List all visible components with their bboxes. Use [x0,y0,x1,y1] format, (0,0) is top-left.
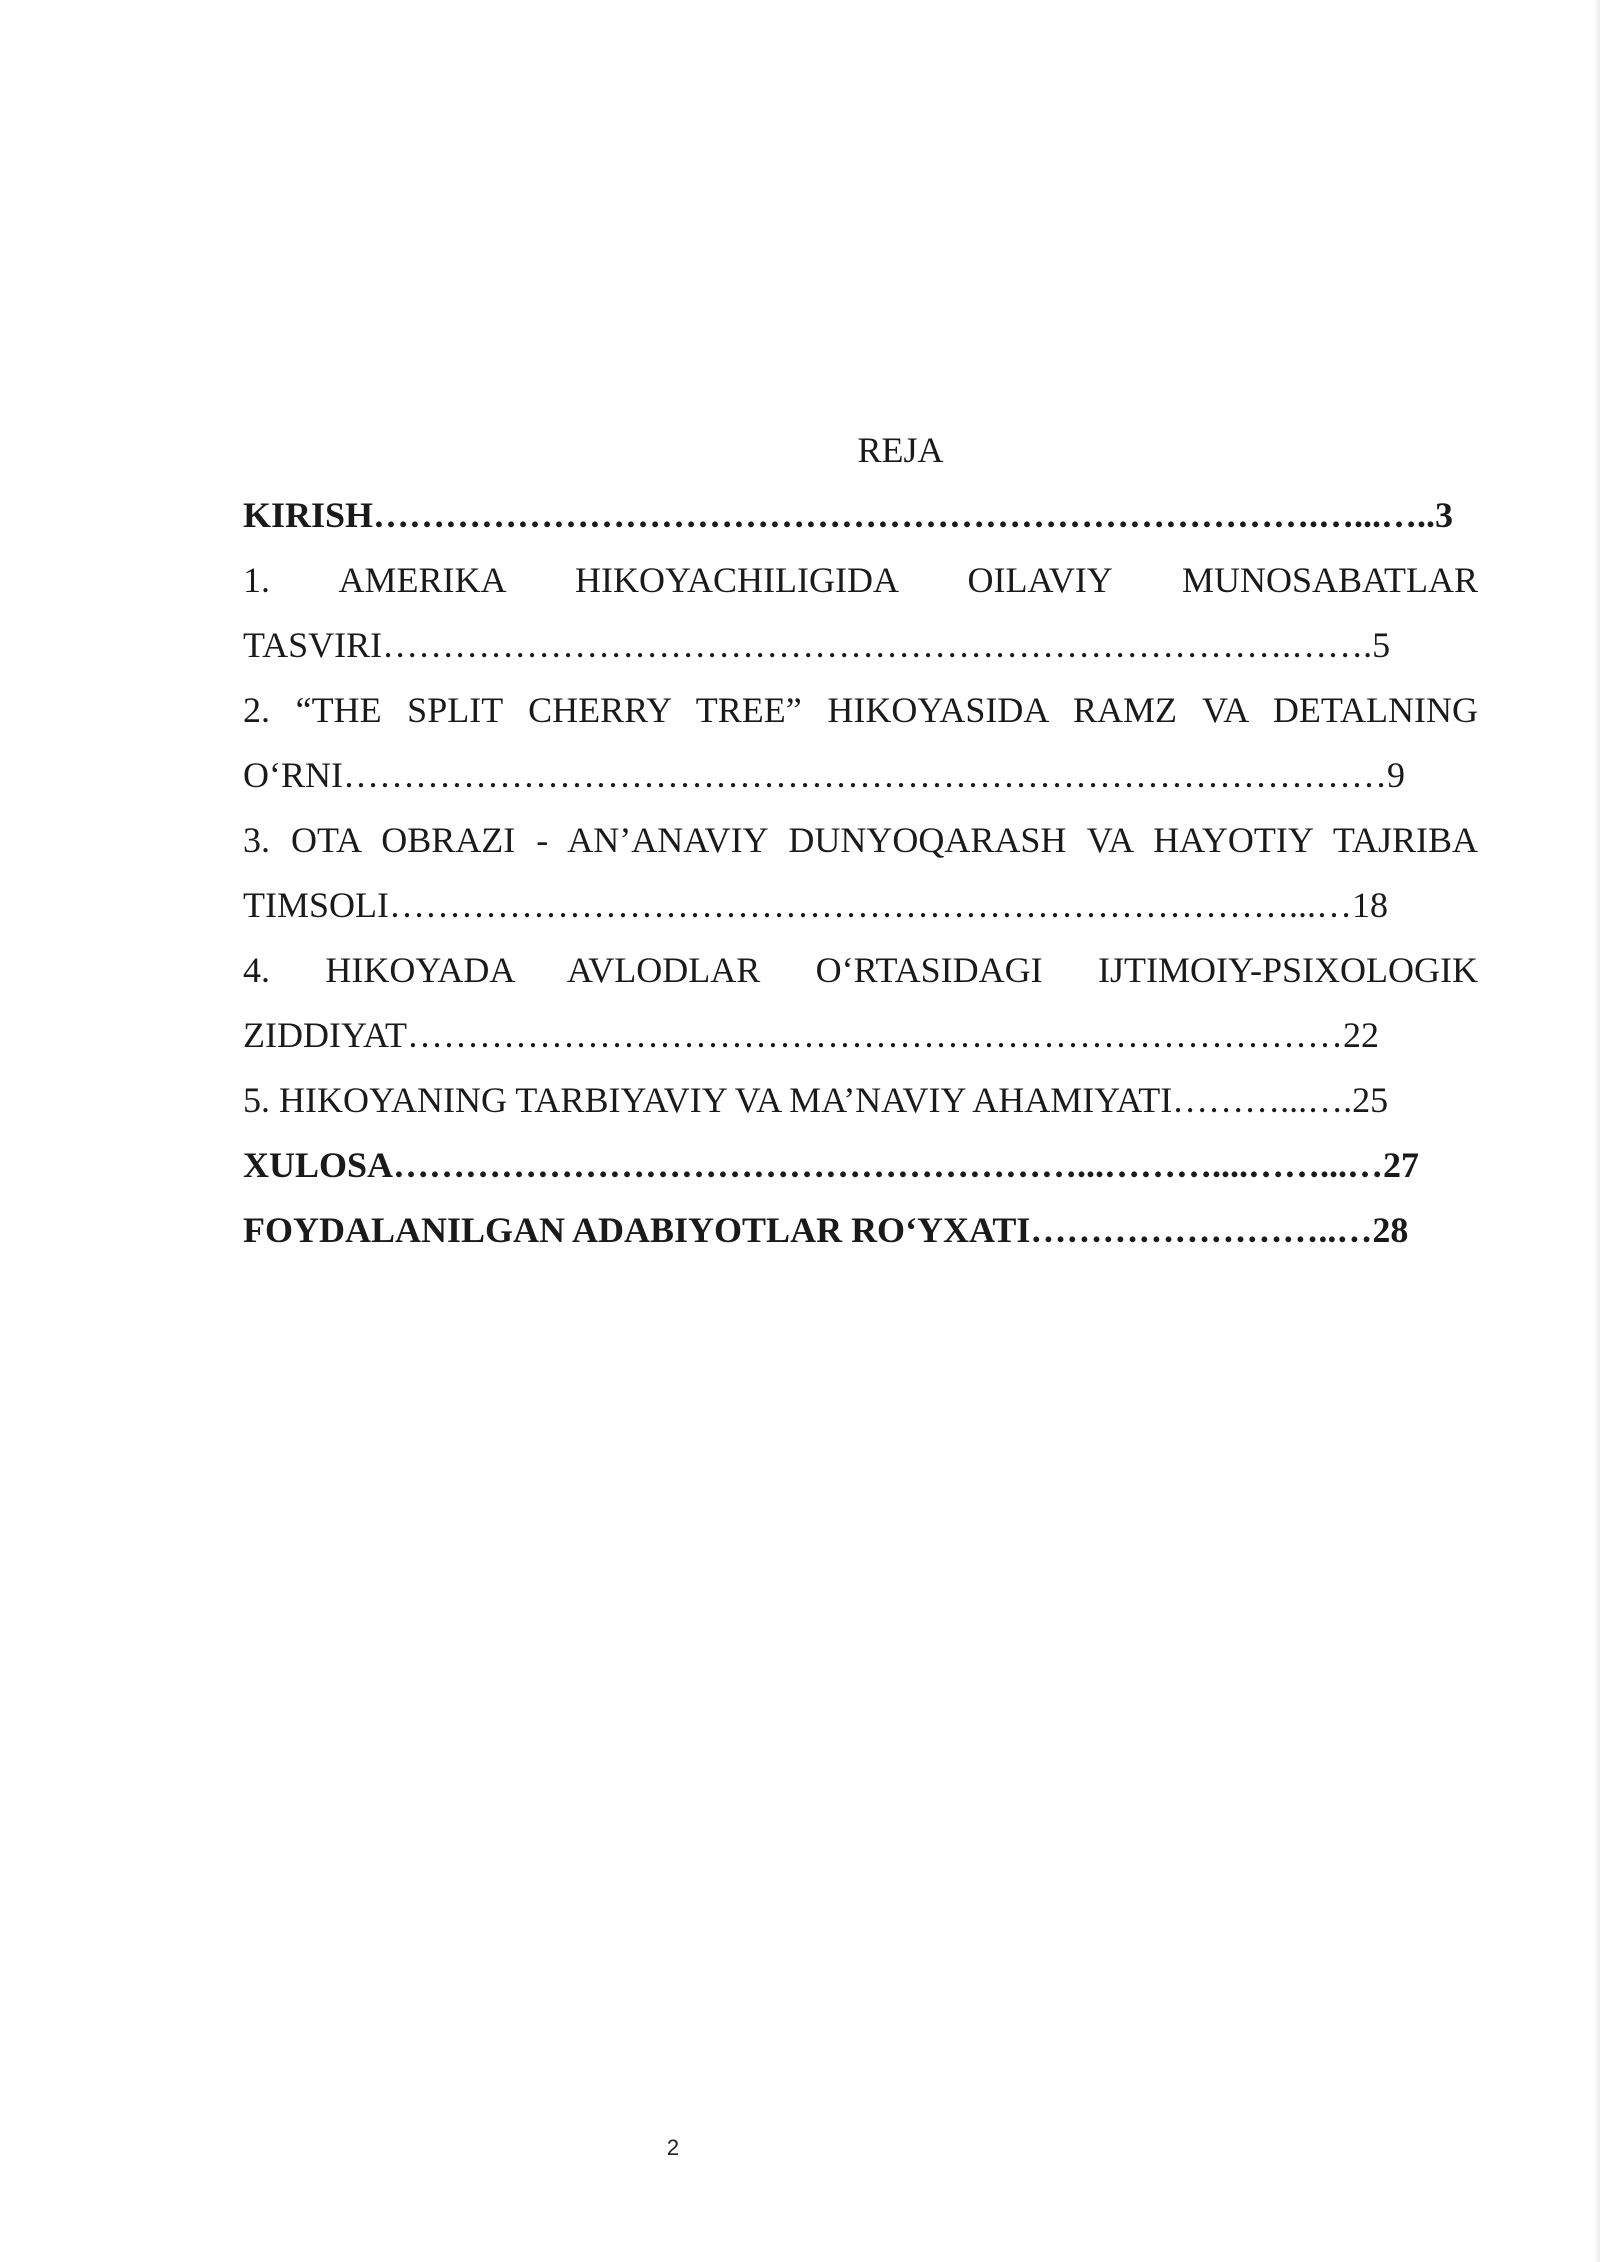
toc-line: TASVIRI………………………………………………………………….…….5 [243,625,1391,665]
toc-line: O‘RNI……………………………………………………………………………9 [243,755,1405,795]
toc-line: XULOSA…………………………………………………...………....……...…27 [243,1145,1420,1185]
toc-title: REJA [857,430,944,470]
toc-line: 2. “THE SPLIT CHERRY TREE” HIKOYASIDA RAMZ VA DETALNING [243,690,1478,730]
toc-line: FOYDALANILGAN ADABIYOTLAR RO‘YXATI……………………..…28 [243,1210,1409,1250]
toc-lines [243,483,1478,1263]
page-number: 2 [666,2135,680,2160]
toc-line: 1. AMERIKA HIKOYACHILIGIDA OILAVIY MUNOSABATLAR [243,560,1478,600]
toc-line: 5. HIKOYANING TARBIYAVIY VA MA’NAVIY AHAMIYATI………...….25 [243,1080,1389,1120]
table-of-contents [243,418,1478,1263]
toc-line: TIMSOLI…………………………………………………………………...…18 [243,885,1388,925]
toc-line: ZIDDIYAT……………………………………………………………………22 [243,1015,1379,1055]
toc-line: KIRISH…………………………………………………………………….…...…..3 [243,495,1454,535]
page-edge-shadow [1594,0,1600,2262]
toc-line: 3. OTA OBRAZI - AN’ANAVIY DUNYOQARASH VA HAYOTIY TAJRIBA [243,820,1478,860]
toc-line: 4. HIKOYADA AVLODLAR O‘RTASIDAGI IJTIMOIY-PSIXOLOGIK [243,950,1478,990]
